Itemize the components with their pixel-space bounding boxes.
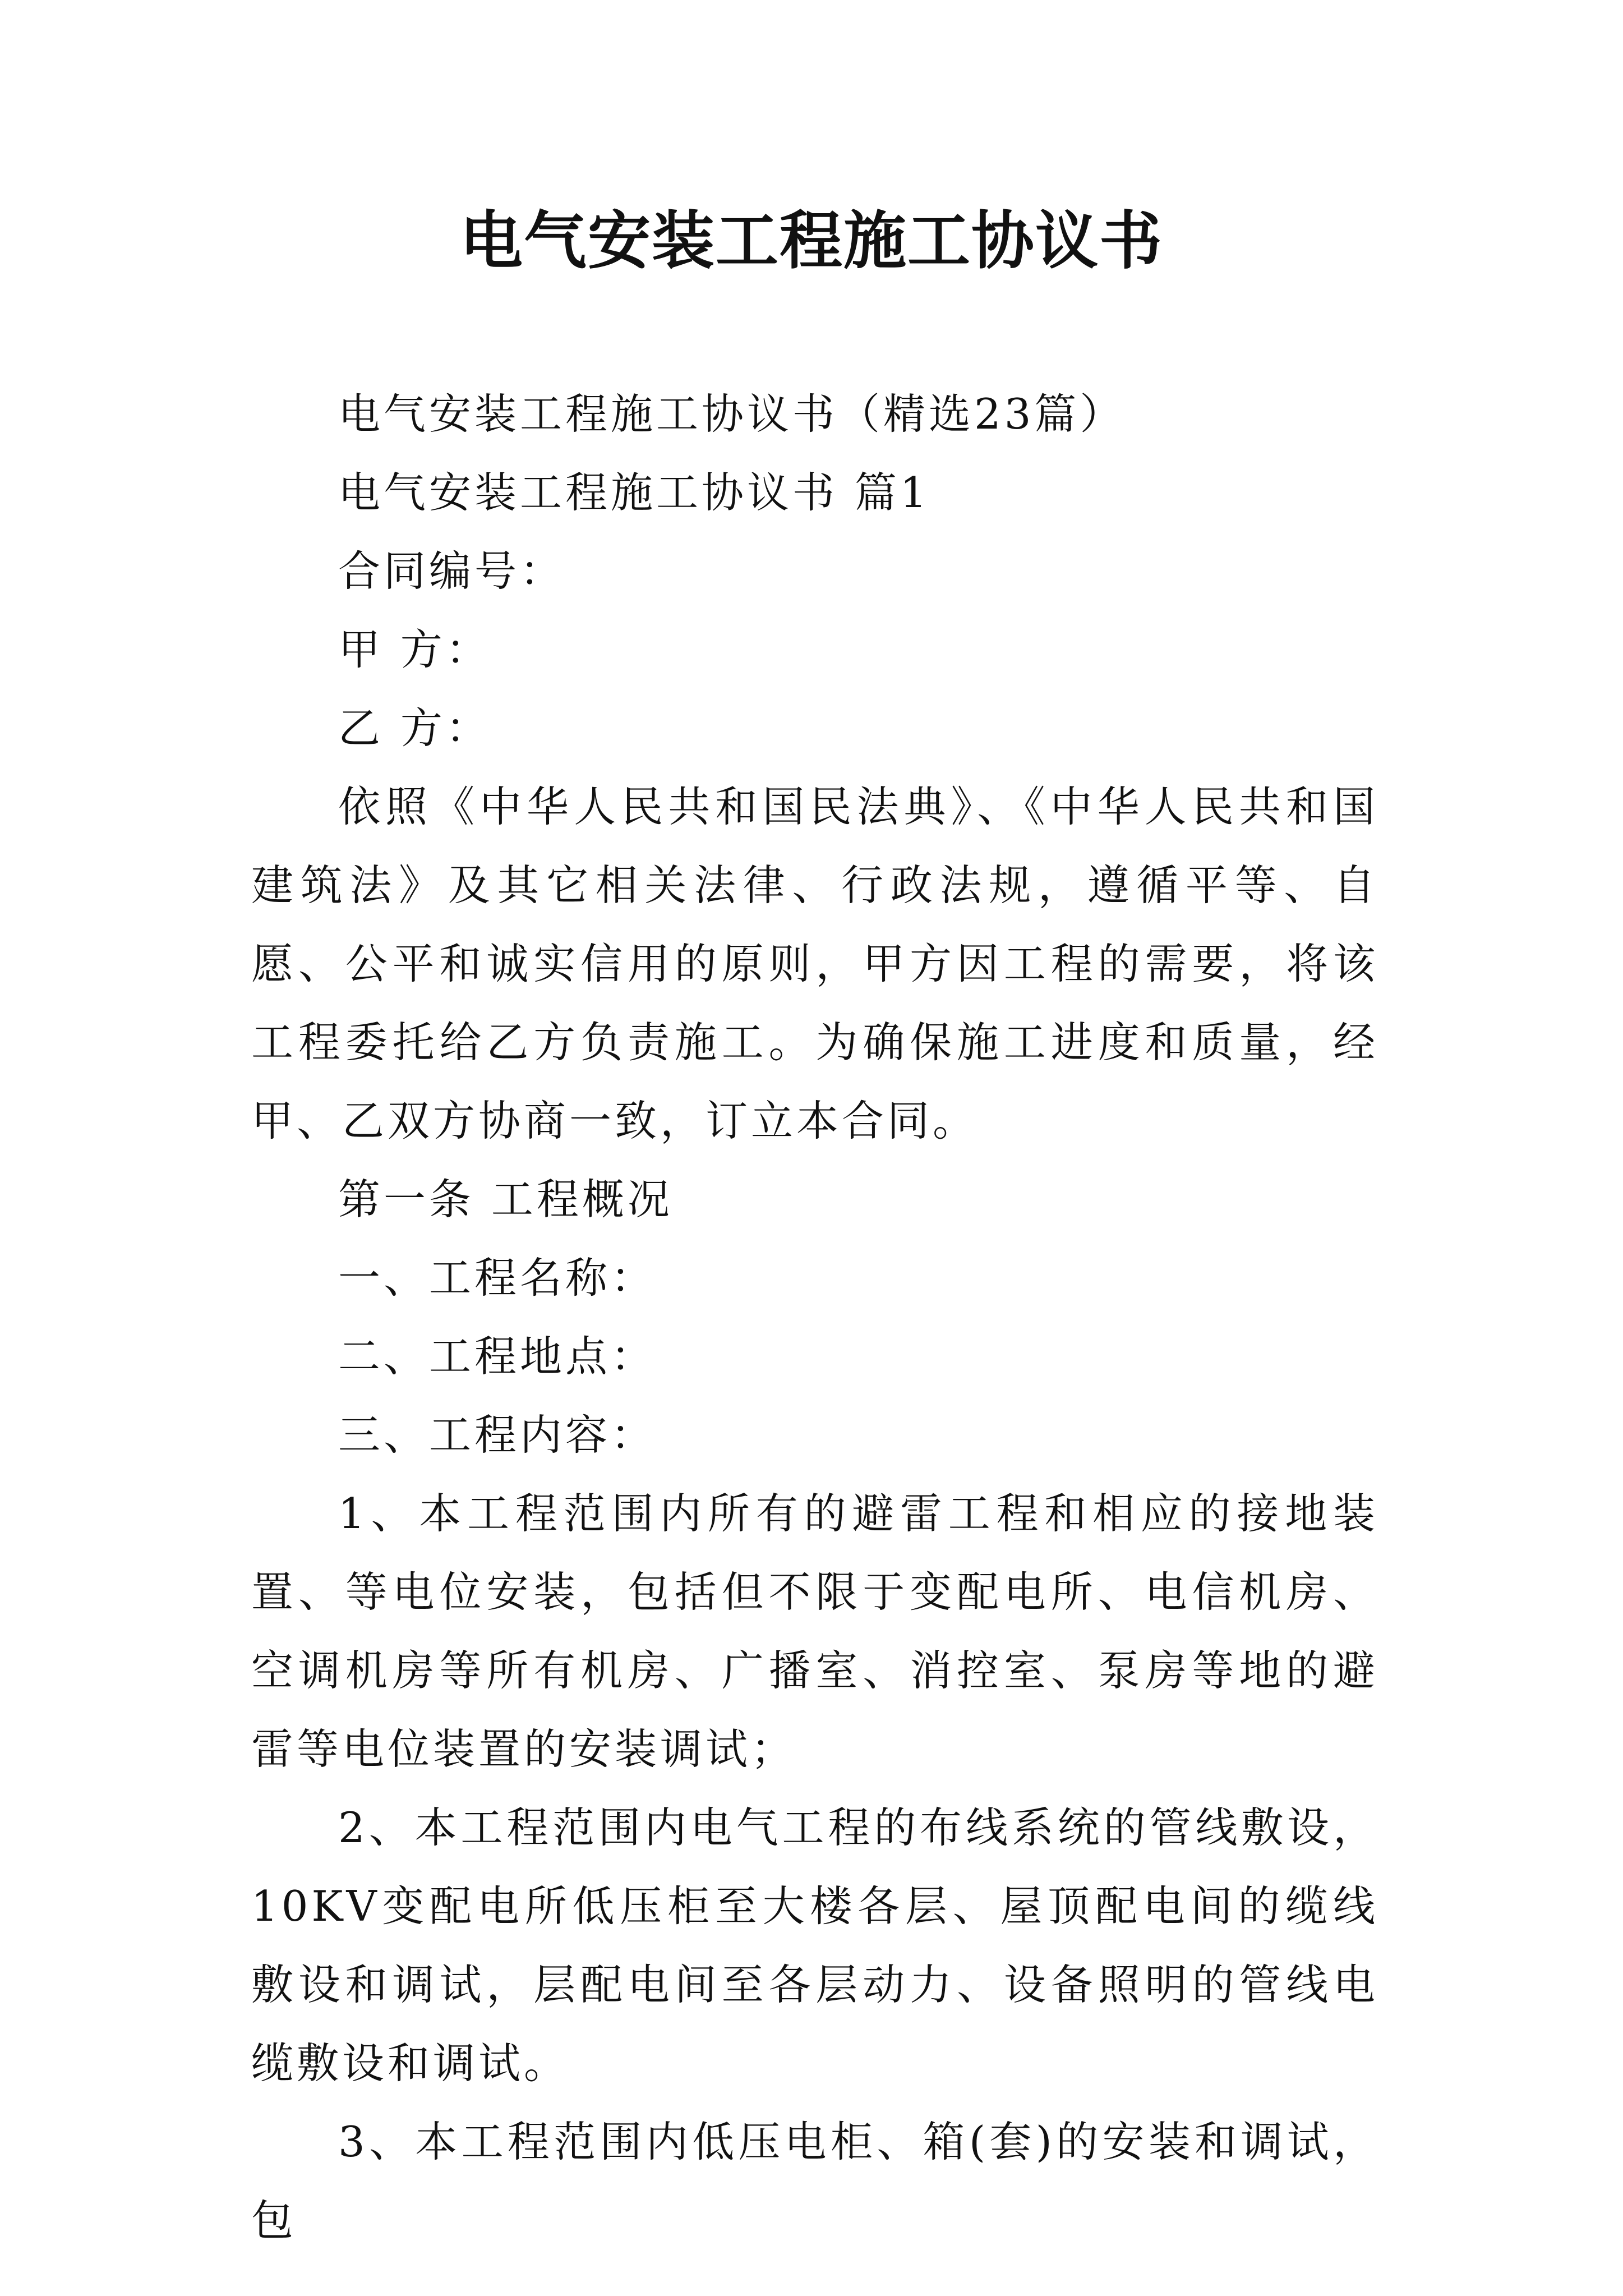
paragraph-item-1: 1、本工程范围内所有的避雷工程和相应的接地装置、等电位安装，包括但不限于变配电所、电信机房、 空调机房等所有机房、广播室、消控室、泵房等地的避雷等电位装置的安装调试； — [251, 1489, 1378, 1774]
paragraph-section-one: 第一条 工程概况 — [338, 1175, 673, 1224]
paragraph-project-name: 一、工程名称： — [338, 1253, 657, 1303]
paragraph-contract-number: 合同编号： — [338, 546, 566, 596]
paragraph-article-heading: 电气安装工程施工协议书 篇1 — [338, 468, 930, 517]
paragraph-project-content: 三、工程内容： — [338, 1410, 657, 1460]
document-body — [251, 375, 1378, 2260]
paragraph-party-a: 甲 方： — [338, 625, 491, 674]
paragraph-party-b: 乙 方： — [338, 703, 491, 753]
paragraph-project-location: 二、工程地点： — [338, 1332, 657, 1381]
paragraph-preamble: 依照《中华人民共和国民法典》、《中华人民共和国建筑法》及其它相关法律、行政法规，遵循平等、自愿、公平和诚实信用的原则，甲方因工程的需要，将该工程委托给乙方负责施工。为确保施工进度和质量，经甲、乙双方协商一致，订立本合同。 — [251, 782, 1378, 1145]
document-title: 电气安装工程施工协议书 — [460, 204, 1163, 278]
paragraph-item-2: 2、本工程范围内电气工程的布线系统的管线敷设，10KV变配电所低压柜至大楼各层、屋顶配电间的缆线敷设和调试，层配电间至各层动力、设备照明的管线电缆敷设和调试。 — [251, 1803, 1378, 2088]
paragraph-collection-title: 电气安装工程施工协议书（精选23篇） — [338, 389, 1126, 439]
paragraph-item-3: 3、本工程范围内低压电柜、箱(套)的安装和调试，包 — [251, 2117, 1378, 2245]
